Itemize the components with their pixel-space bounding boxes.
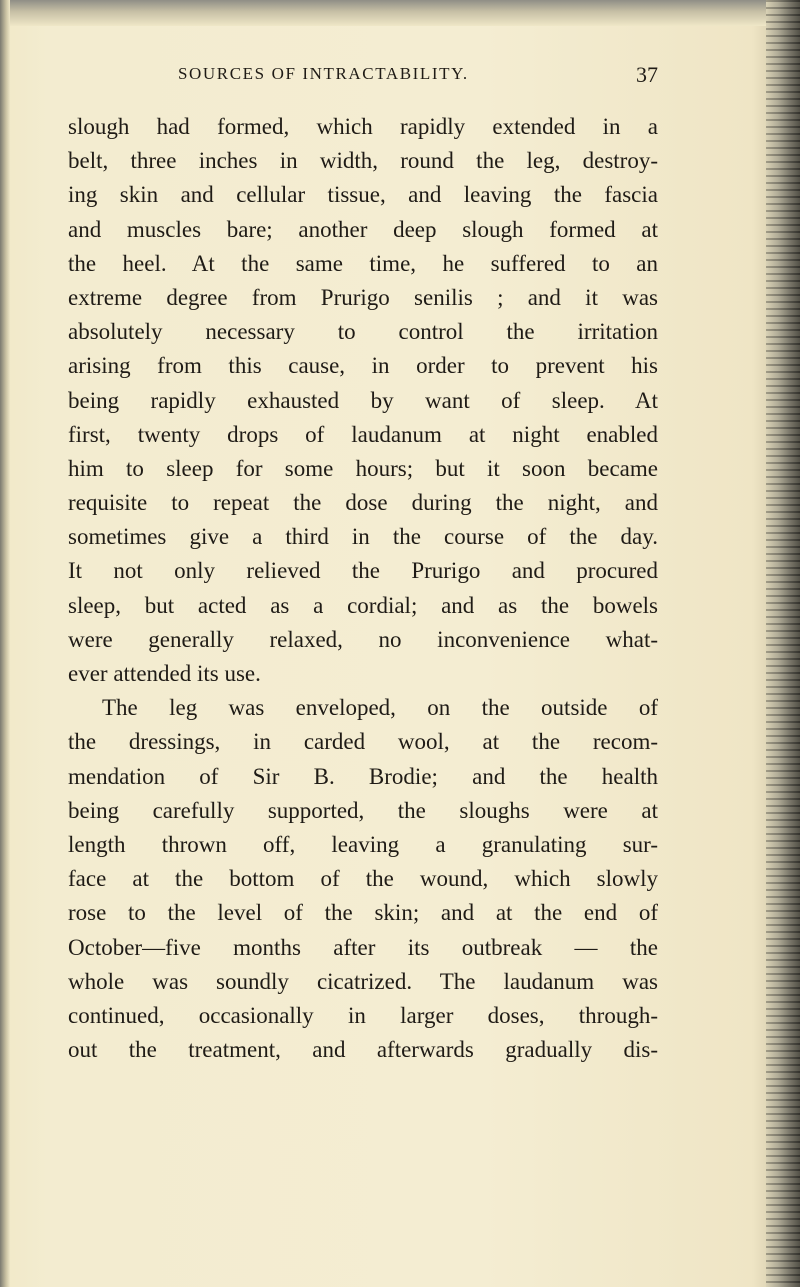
running-title: SOURCES OF INTRACTABILITY. (178, 64, 469, 83)
text-line: It not only relieved the Prurigo and procured (68, 558, 658, 584)
text-line: continued, occasionally in larger doses, through- (68, 1002, 658, 1028)
text-line: sleep, but acted as a cordial; and as the bowels (68, 592, 658, 618)
text-line: mendation of Sir B. Brodie; and the health (68, 763, 658, 789)
text-line: were generally relaxed, no inconvenience what- (68, 626, 658, 652)
text-line: belt, three inches in width, round the leg, destroy- (68, 148, 658, 174)
text-line: requisite to repeat the dose during the night, and (68, 490, 658, 516)
text-line: face at the bottom of the wound, which slowly (68, 866, 658, 892)
text-line: the heel. At the same time, he suffered to an (68, 250, 658, 276)
text-line: ever attended its use. (68, 661, 261, 686)
page-number: 37 (636, 62, 658, 87)
text-line: The leg was enveloped, on the outside of (102, 695, 658, 721)
text-line: him to sleep for some hours; but it soon became (68, 455, 658, 481)
text-line: extreme degree from Prurigo senilis ; and it was (68, 284, 658, 310)
text-line: the dressings, in carded wool, at the recom- (68, 729, 658, 755)
text-line: out the treatment, and afterwards gradually dis- (68, 1037, 658, 1063)
page-top-edge (0, 0, 800, 26)
text-line: absolutely necessary to control the irritation (68, 319, 658, 345)
page-left-edge (0, 0, 10, 1287)
text-line: being carefully supported, the sloughs were at (68, 797, 658, 823)
text-line: October—five months after its outbreak — the (68, 934, 658, 960)
book-binding-edge (766, 0, 800, 1287)
text-line: whole was soundly cicatrized. The laudanum was (68, 968, 658, 994)
text-line: and muscles bare; another deep slough formed at (68, 216, 658, 242)
text-line: rose to the level of the skin; and at the end of (68, 900, 658, 926)
body-text (68, 110, 658, 1067)
text-line: length thrown off, leaving a granulating sur- (68, 831, 658, 857)
text-line: being rapidly exhausted by want of sleep. At (68, 387, 658, 413)
text-line: arising from this cause, in order to prevent his (68, 353, 658, 379)
page-header (178, 64, 658, 94)
text-line: ing skin and cellular tissue, and leaving the fascia (68, 182, 658, 208)
text-line: first, twenty drops of laudanum at night enabled (68, 421, 658, 447)
text-line: slough had formed, which rapidly extended in a (68, 114, 658, 139)
text-line: sometimes give a third in the course of the day. (68, 524, 658, 550)
